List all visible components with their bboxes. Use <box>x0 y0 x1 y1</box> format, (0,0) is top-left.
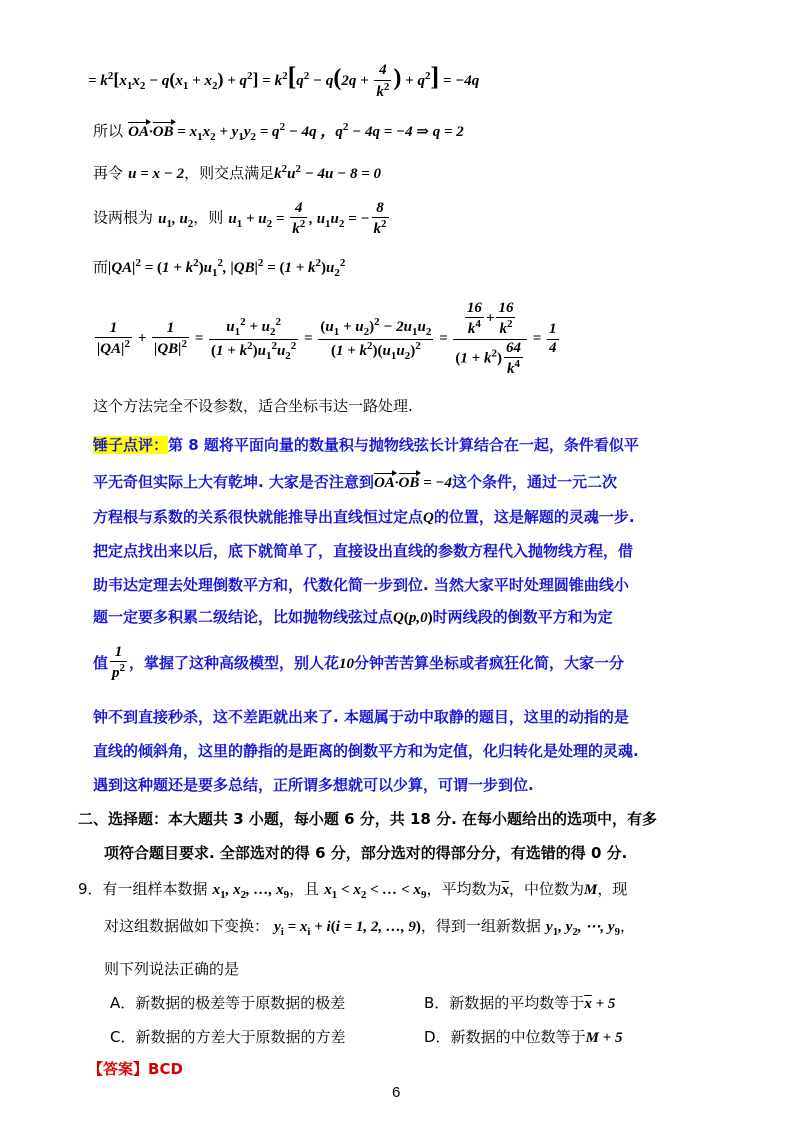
question9-line-1: 9．有一组样本数据 $x_1$, $x_2$, …, $x_9$，且 $x_1 < x_2$ < … < $x_9$，平均数为$\overline{x}$，中位数为M，现 <box>78 880 628 901</box>
comment-line-4: 把定点找出来以后，底下就简单了，直接设出直线的参数方程代入抛物线方程，借 <box>93 542 634 560</box>
derivation-line-3: 再令 u = x − 2，则交点满足$k^2u^2 - 4u - 8 = 0$ <box>93 163 382 182</box>
derivation-line-4: 设两根为 $u_1$, $u_2$，则 $u_1 + u_2$ = $\frac{4}{k^2}$ , $u_1u_2$ = − $\frac{8}{k^2}$ <box>93 200 387 238</box>
comment-line-9: 直线的倾斜角，这里的静指的是距离的倒数平方和为定值，化归转化是处理的灵魂. <box>93 742 639 760</box>
option-c[interactable]: C．新数据的方差大于原数据的方差 <box>110 1028 346 1046</box>
comment-line-6: 题一定要多积累二级结论，比如抛物线弦过点Q(p,0)时两线段的倒数平方和为定 <box>93 608 613 626</box>
derivation-line-6: $\frac{1}{|QA|^2}$ + $\frac{1}{|QB|^2}$ = $\frac{u_1^2 + u_2^2}{(1 + k^2)u_1^2u_2^2}$ = $\frac{(u_1 + u_2)^2 - 2u_1u_2}{(1 + k^2)(u_1u_2)^2}$ = $\frac{16}{k^4}$ + $\frac{16}{k^2}$ $(1 + k^2)$ $\frac{64}{k^4}$ = $\frac{1}{4}$ <box>97 300 557 377</box>
comment-line-3: 方程根与系数的关系很快就能推导出直线恒过定点Q的位置，这是解题的灵魂一步. <box>93 508 635 526</box>
option-a[interactable]: A．新数据的极差等于原数据的极差 <box>110 994 346 1012</box>
comment-line-1: 锤子点评：第 8 题将平面向量的数量积与抛物线弦长计算结合在一起，条件看似平 <box>93 436 639 454</box>
derivation-line-1: = $k^2[x_1x_2 - q(x_1 + x_2) + q^2] = k^2[q^2 - q(2q$ + $\frac{4}{k^2}$ ) + $q^2] = -4q$ <box>88 62 480 100</box>
comment-label: 锤子点评： <box>93 436 169 454</box>
comment-line-7: 值 $\frac{1}{p^2}$ ，掌握了这种高级模型，别人花10分钟苦苦算坐标或者疯狂化简，大家一分 <box>93 644 625 682</box>
answer: 【答案】BCD <box>88 1060 183 1078</box>
derivation-line-2: 所以 $OA\cdot OB = x_1x_2 + y_1y_2 = q^2 - 4q$ ，$q^2 - 4q = -4$ ⇒ q = 2 <box>93 121 464 143</box>
comment-line-10: 遇到这种题还是要多总结，正所谓多想就可以少算，可谓一步到位. <box>93 776 534 794</box>
comment-line-5: 助韦达定理去处理倒数平方和，代数化简一步到位. 当然大家平时处理圆锥曲线小 <box>93 576 629 594</box>
comment-line-8: 钟不到直接秒杀，这不差距就出来了. 本题属于动中取静的题目，这里的动指的是 <box>93 708 629 726</box>
section2-line-2: 项符合题目要求. 全部选对的得 6 分，部分选对的得部分分，有选错的得 0 分. <box>104 844 628 862</box>
derivation-line-5: 而$|QA|^2 = (1 + k^2)u_1^2$, $|QB|^2 = (1 + k^2)u_2^2$ <box>93 257 346 279</box>
question9-line-3: 则下列说法正确的是 <box>104 960 240 978</box>
question9-line-2: 对这组数据做如下变换： $y_i = x_i + i(i = 1$, 2, …, 9)，得到一组新数据 $y_1$, $y_2$, ⋯, $y_9$， <box>104 917 636 938</box>
page-number: 6 <box>392 1084 401 1101</box>
option-d[interactable]: D．新数据的中位数等于M + 5 <box>424 1028 623 1046</box>
section2-line-1: 二、选择题：本大题共 3 小题，每小题 6 分，共 18 分. 在每小题给出的选项中，有多 <box>78 810 658 828</box>
option-b[interactable]: B．新数据的平均数等于$\overline{x} + 5$ <box>424 994 616 1012</box>
method-note: 这个方法完全不设参数，适合坐标韦达一路处理. <box>93 397 413 415</box>
comment-line-2: 平无奇但实际上大有乾坤. 大家是否注意到OA·OB = −4这个条件，通过一元二次 <box>93 473 618 491</box>
